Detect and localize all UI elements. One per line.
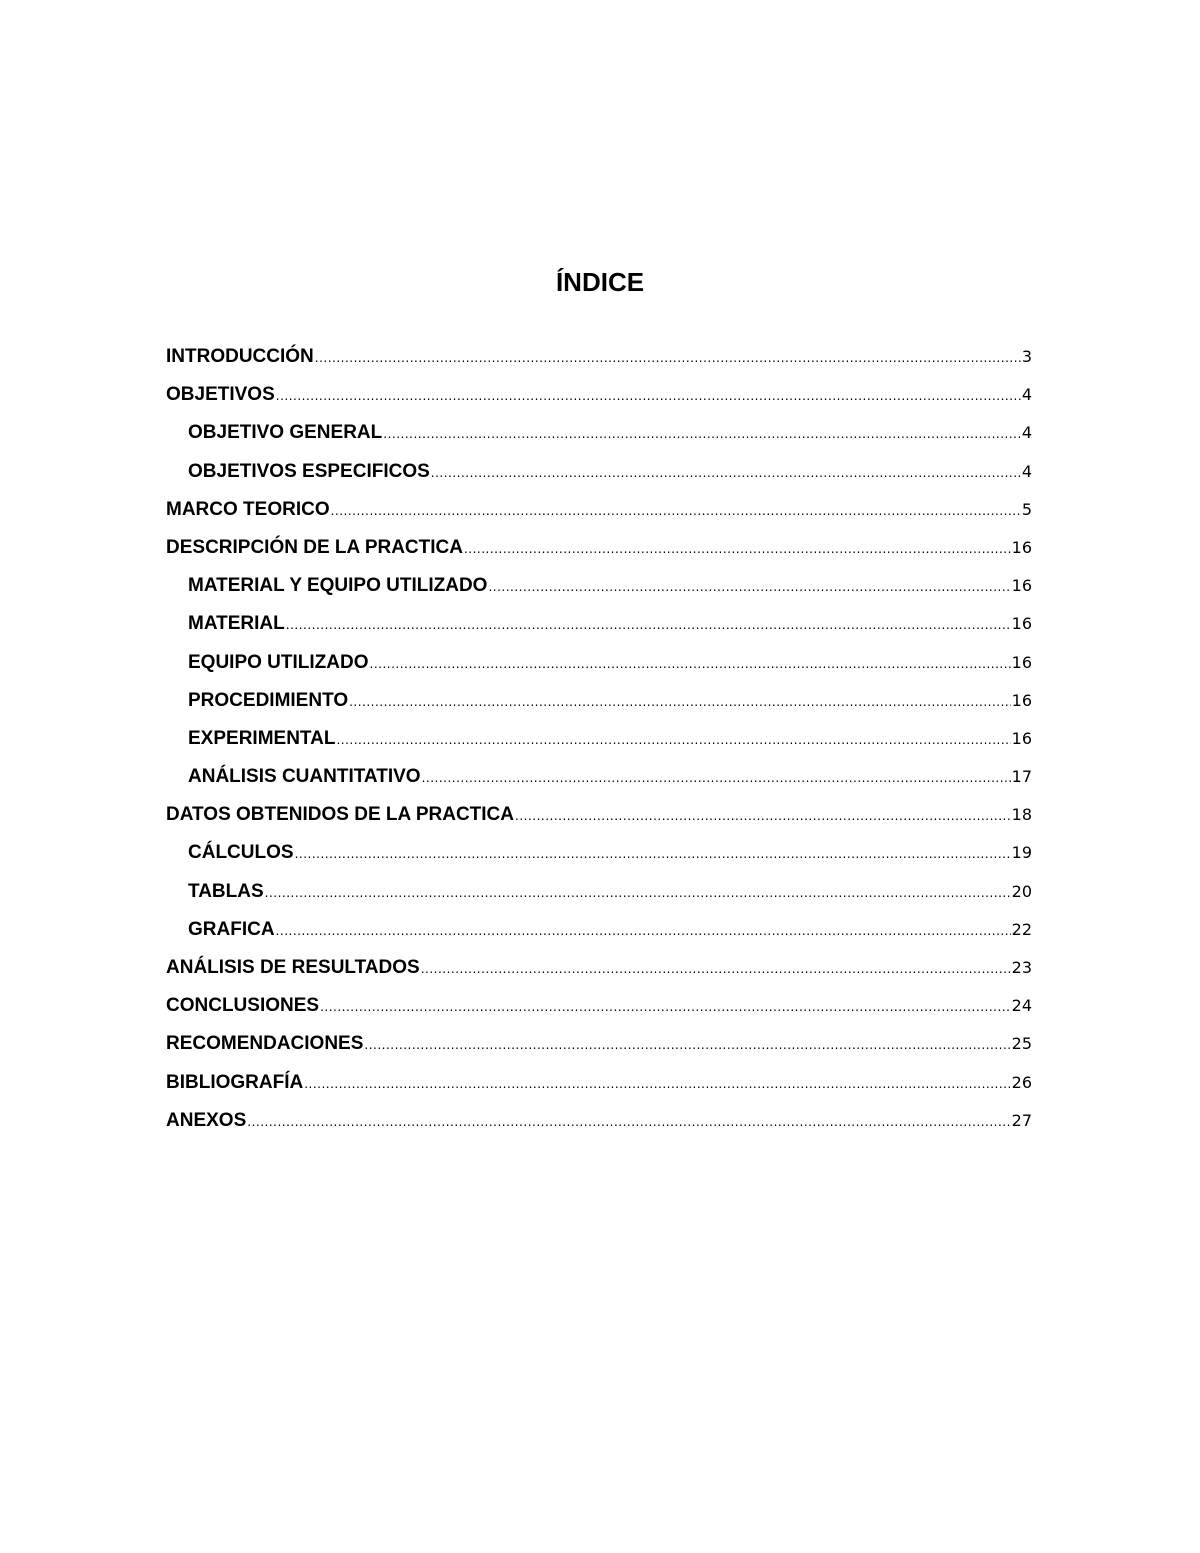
toc-page-number: 17 — [1011, 767, 1032, 787]
toc-dot-leader — [336, 721, 1010, 759]
toc-page-number: 3 — [1021, 347, 1032, 366]
toc-entry-title: RECOMENDACIONES — [166, 1033, 364, 1055]
toc-entry-title: GRAFICA — [188, 918, 275, 940]
toc-dot-leader — [295, 835, 1011, 873]
toc-dot-leader — [421, 950, 1011, 988]
toc-entry[interactable] — [166, 873, 1032, 911]
toc-entry[interactable] — [166, 1025, 1032, 1063]
toc-dot-leader — [247, 1103, 1010, 1141]
toc-page-number: 26 — [1011, 1072, 1032, 1092]
toc-entry[interactable] — [166, 1102, 1032, 1140]
toc-page-number: 16 — [1011, 614, 1032, 634]
toc-entry[interactable] — [166, 376, 1032, 414]
toc-page-number: 27 — [1011, 1110, 1032, 1130]
toc-entry-title: OBJETIVOS — [166, 384, 275, 406]
toc-page-number: 19 — [1011, 843, 1032, 863]
toc-page-number: 16 — [1011, 576, 1032, 596]
toc-dot-leader — [331, 492, 1021, 530]
toc-entry[interactable] — [166, 491, 1032, 529]
toc-page-number: 4 — [1021, 461, 1032, 481]
toc-entry[interactable] — [166, 414, 1032, 452]
toc-entry-title: MARCO TEORICO — [166, 498, 330, 520]
toc-dot-leader — [320, 988, 1011, 1026]
toc-page-number: 25 — [1011, 1034, 1032, 1054]
toc-page-number: 20 — [1011, 881, 1032, 901]
toc-entry[interactable] — [166, 567, 1032, 605]
toc-entry[interactable] — [166, 682, 1032, 720]
toc-entry[interactable] — [166, 796, 1032, 834]
toc-entry[interactable] — [166, 605, 1032, 643]
toc-entry[interactable] — [166, 453, 1032, 491]
toc-entry-title: EXPERIMENTAL — [188, 727, 336, 749]
toc-dot-leader — [464, 530, 1011, 568]
toc-page-number: 22 — [1011, 919, 1032, 939]
toc-entry-title: INTRODUCCIÓN — [166, 346, 314, 367]
toc-entry-title: MATERIAL — [188, 613, 285, 635]
toc-entry[interactable] — [166, 834, 1032, 872]
toc-dot-leader — [276, 377, 1021, 415]
toc-dot-leader — [315, 339, 1021, 377]
toc-page-number: 16 — [1011, 728, 1032, 748]
toc-page-number: 4 — [1021, 423, 1032, 443]
toc-dot-leader — [364, 1026, 1010, 1064]
toc-entry-title: ANÁLISIS CUANTITATIVO — [188, 766, 421, 788]
toc-page-number: 23 — [1011, 958, 1032, 977]
toc-dot-leader — [265, 874, 1011, 912]
toc-entry[interactable] — [166, 644, 1032, 682]
toc-entry-title: DESCRIPCIÓN DE LA PRACTICA — [166, 536, 463, 558]
toc-dot-leader — [422, 759, 1011, 797]
toc-page-number: 16 — [1011, 652, 1032, 672]
toc-entry-title: ANEXOS — [166, 1109, 247, 1131]
toc-page-number: 18 — [1011, 805, 1032, 825]
toc-entry-title: PROCEDIMIENTO — [188, 689, 349, 711]
toc-entry-title: DATOS OBTENIDOS DE LA PRACTICA — [166, 804, 514, 826]
table-of-contents — [166, 338, 1032, 1140]
toc-page-number: 16 — [1011, 690, 1032, 710]
toc-entry[interactable] — [166, 911, 1032, 949]
toc-dot-leader — [431, 454, 1021, 492]
toc-entry[interactable] — [166, 338, 1032, 376]
toc-entry[interactable] — [166, 1064, 1032, 1102]
toc-entry[interactable] — [166, 529, 1032, 567]
toc-entry-title: ANÁLISIS DE RESULTADOS — [166, 957, 420, 978]
toc-entry-title: OBJETIVOS ESPECIFICOS — [188, 460, 430, 482]
toc-dot-leader — [276, 912, 1011, 950]
toc-entry-title: OBJETIVO GENERAL — [188, 422, 383, 444]
toc-dot-leader — [349, 683, 1011, 721]
toc-entry-title: BIBLIOGRAFÍA — [166, 1071, 304, 1093]
toc-entry-title: CÁLCULOS — [188, 842, 294, 864]
toc-dot-leader — [304, 1065, 1010, 1103]
toc-page-number: 24 — [1011, 996, 1032, 1016]
toc-page-number: 5 — [1021, 499, 1032, 519]
toc-dot-leader — [286, 606, 1011, 644]
toc-entry-title: MATERIAL Y EQUIPO UTILIZADO — [188, 575, 488, 597]
toc-entry[interactable] — [166, 949, 1032, 987]
toc-dot-leader — [383, 415, 1021, 453]
toc-page-number: 4 — [1021, 385, 1032, 405]
toc-entry[interactable] — [166, 720, 1032, 758]
toc-dot-leader — [370, 645, 1011, 683]
toc-entry[interactable] — [166, 987, 1032, 1025]
toc-entry-title: CONCLUSIONES — [166, 995, 320, 1017]
toc-entry-title: EQUIPO UTILIZADO — [188, 651, 369, 673]
page-title: ÍNDICE — [555, 267, 645, 297]
toc-page-number: 16 — [1011, 537, 1032, 557]
toc-entry-title: TABLAS — [188, 880, 264, 902]
toc-entry[interactable] — [166, 758, 1032, 796]
toc-dot-leader — [515, 797, 1011, 835]
toc-dot-leader — [488, 568, 1010, 606]
